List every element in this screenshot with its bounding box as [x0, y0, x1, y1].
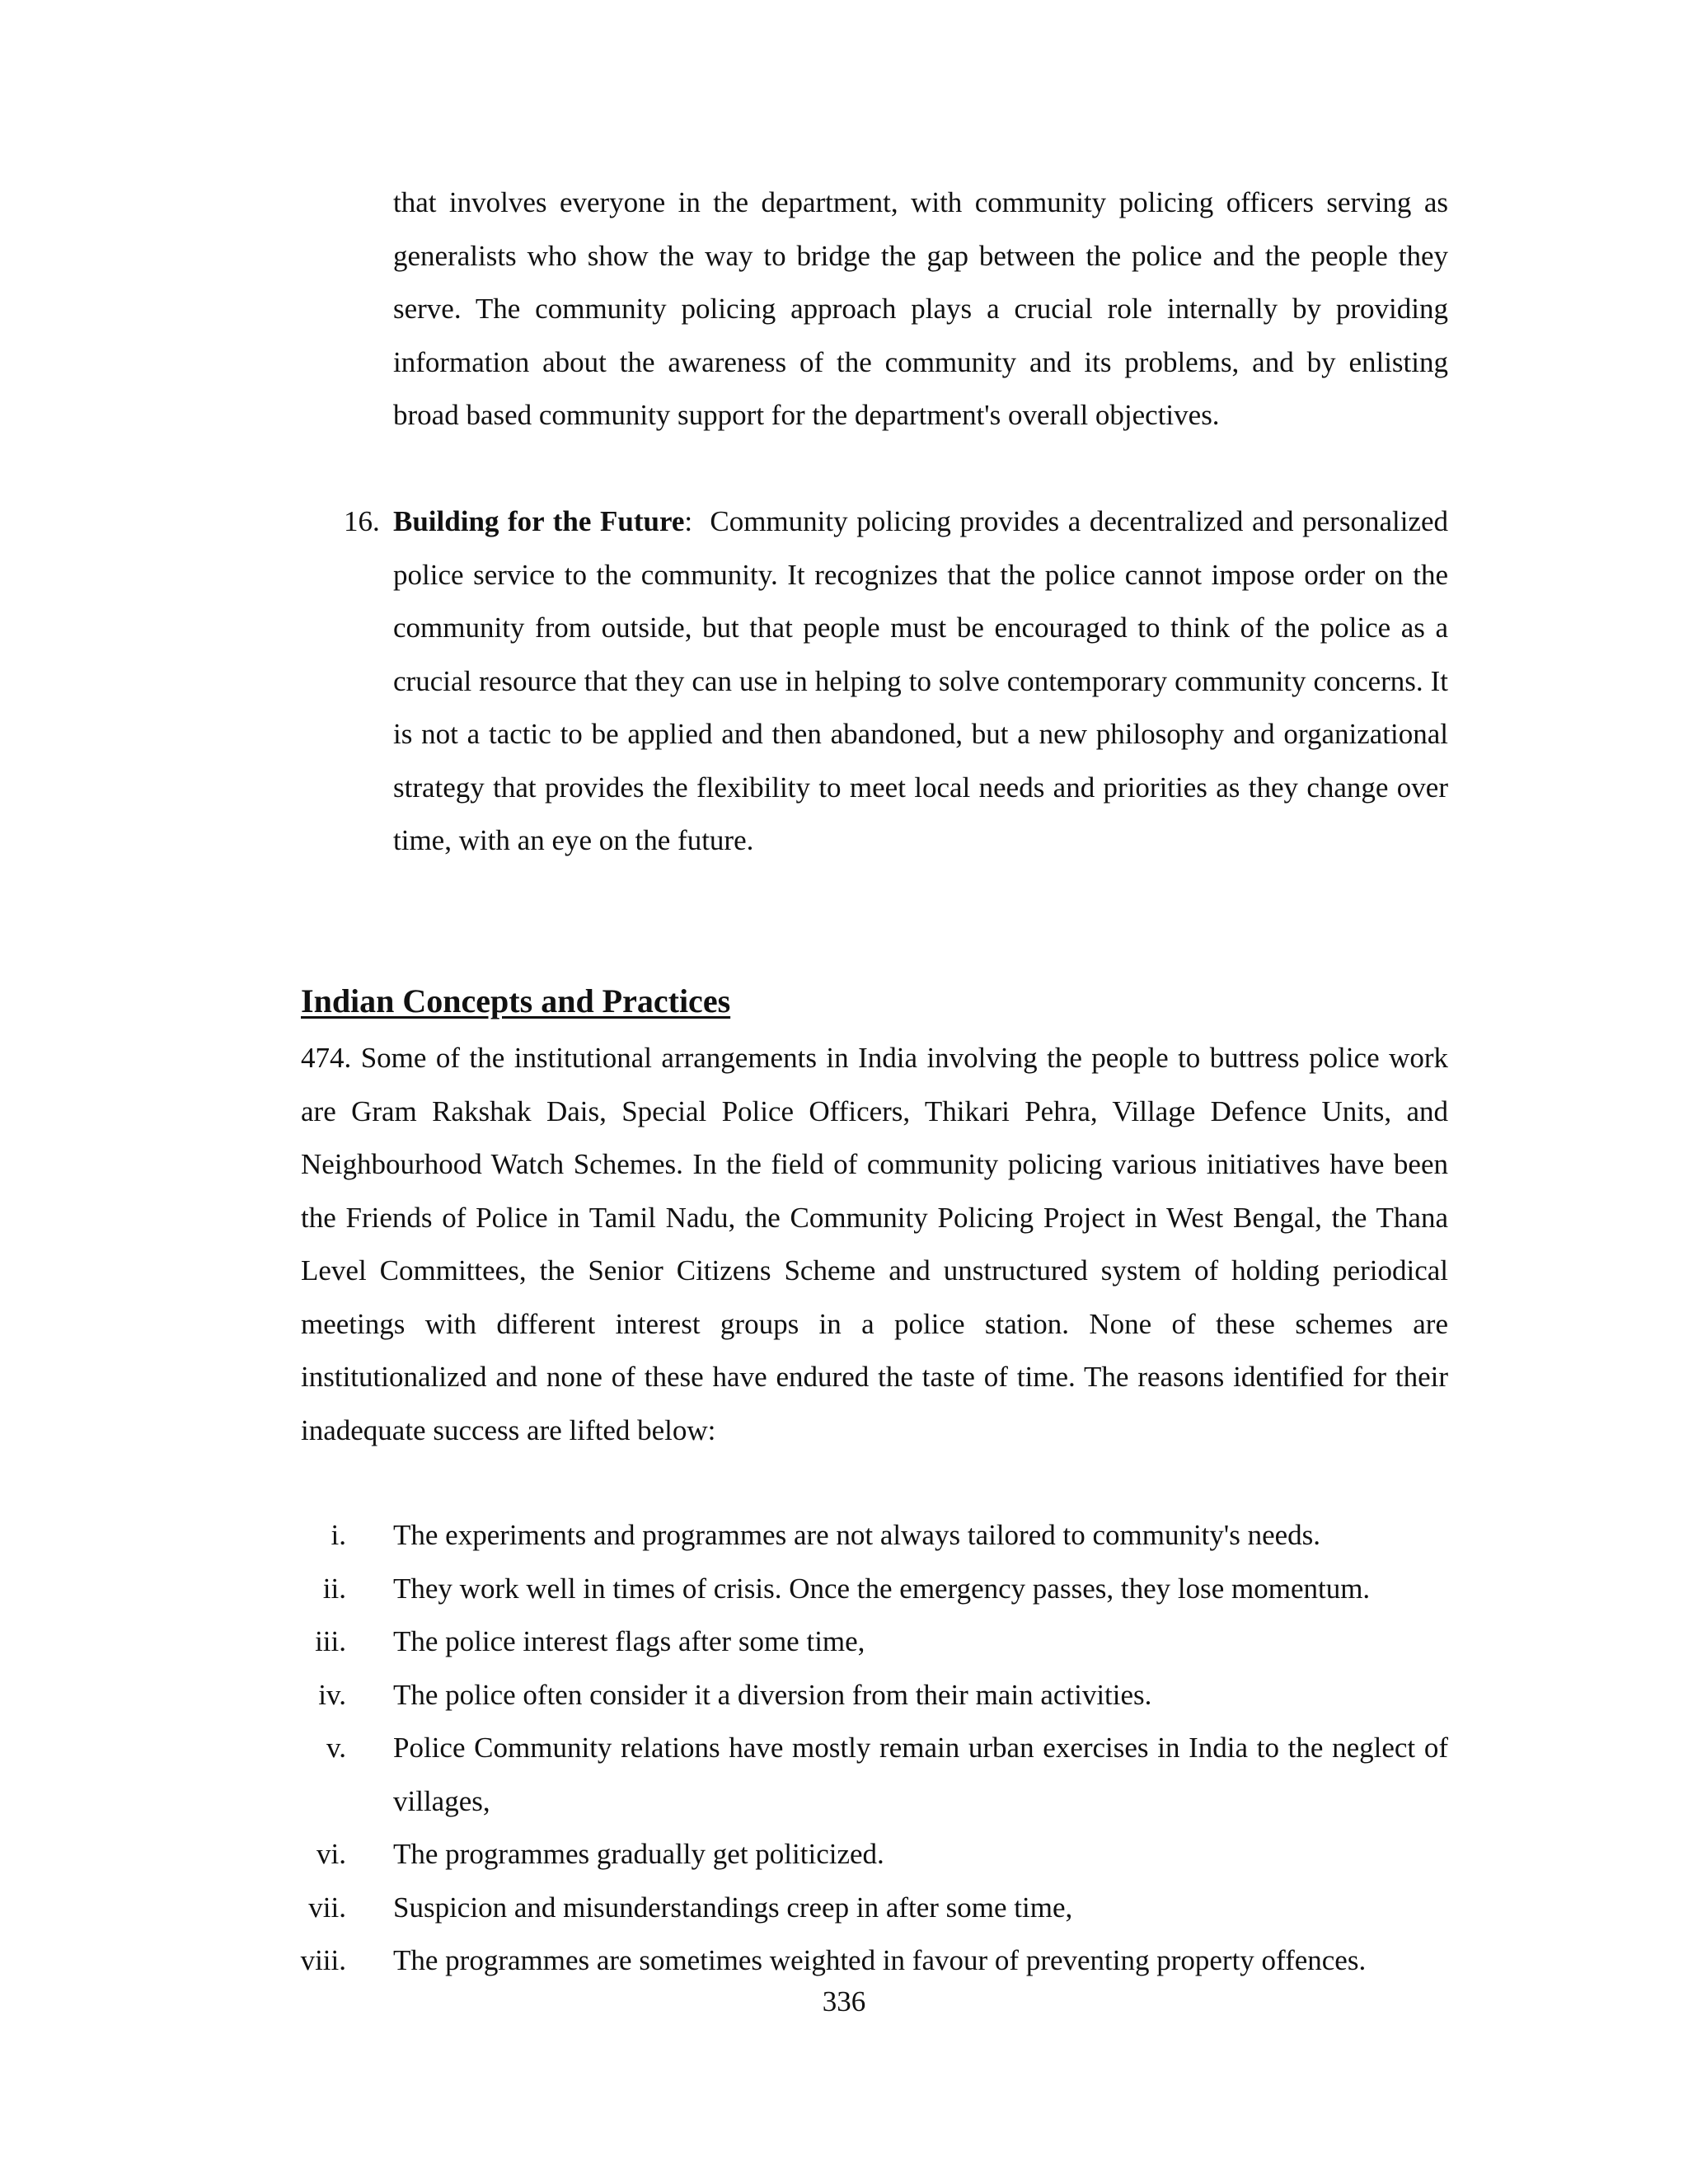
- item-16-title: Building for the Future: [393, 505, 685, 537]
- reason-item: [0, 1563, 1688, 1616]
- reason-text: Police Community relations have mostly remain urban exercises in India to the neglect of villages,: [393, 1732, 1448, 1817]
- reason-text: The police interest flags after some time,: [393, 1625, 865, 1657]
- paragraph-474: 474. Some of the institutional arrangements in India involving the people to buttress police work are Gram Rakshak Dais, Special Police Officers, Thikari Pehra, Village Defence Units, and Neighbourhood Watch Schemes. In the field of community policing various initiatives have been the Friends of Police in Tamil Nadu, the Community Policing Project in West Bengal, the Thana Level Committees, the Senior Citizens Scheme and unstructured system of holding periodical meetings with different interest groups in a police station. None of these schemes are institutionalized and none of these have endured the taste of time. The reasons identified for their inadequate success are lifted below:: [301, 1042, 1448, 1446]
- reason-number: vii.: [308, 1891, 346, 1924]
- reason-number: vi.: [316, 1838, 346, 1870]
- reason-item: [0, 1828, 1688, 1882]
- item-16-number: 16.: [344, 505, 380, 537]
- reason-number: viii.: [300, 1944, 346, 1976]
- reason-number: ii.: [322, 1572, 346, 1605]
- reason-text: They work well in times of crisis. Once the emergency passes, they lose momentum.: [393, 1572, 1371, 1605]
- reason-item: [0, 1934, 1688, 1988]
- reason-text: The police often consider it a diversion from their main activities.: [393, 1678, 1152, 1711]
- reason-text: The experiments and programmes are not always tailored to community's needs.: [393, 1519, 1321, 1551]
- reason-text: The programmes are sometimes weighted in favour of preventing property offences.: [393, 1944, 1367, 1976]
- reason-number: i.: [331, 1519, 346, 1551]
- page-number: 336: [822, 1985, 866, 2018]
- reason-number: iii.: [315, 1625, 346, 1657]
- reason-item: [0, 1722, 1688, 1828]
- reason-item: [0, 1509, 1688, 1563]
- reason-text: Suspicion and misunderstandings creep in after some time,: [393, 1891, 1073, 1924]
- reason-item: [0, 1882, 1688, 1935]
- reason-item: [0, 1669, 1688, 1722]
- item-16-paragraph: [393, 495, 1448, 868]
- section-heading: Indian Concepts and Practices: [301, 982, 731, 1019]
- item-16-separator: :: [684, 505, 693, 537]
- reason-number: v.: [326, 1732, 346, 1764]
- continuation-paragraph: that involves everyone in the department, with community policing officers serving as generalists who show the way to bridge the gap between the police and the people they serve. The community policing approach plays a crucial role internally by providing information about the awareness of the community and its problems, and by enlisting broad based community support for the department's overall objectives.: [393, 186, 1448, 431]
- reason-number: iv.: [318, 1678, 346, 1711]
- reasons-list: [0, 1509, 1688, 1988]
- item-16-text: Community policing provides a decentralized and personalized police service to the community. It recognizes that the police cannot impose order on the community from outside, but that people must be encouraged to think of the police as a crucial resource that they can use in helping to solve contemporary community concerns. It is not a tactic to be applied and then abandoned, but a new philosophy and organizational strategy that provides the flexibility to meet local needs and priorities as they change over time, with an eye on the future.: [393, 505, 1449, 856]
- reason-item: [0, 1615, 1688, 1669]
- reason-text: The programmes gradually get politicized.: [393, 1838, 884, 1870]
